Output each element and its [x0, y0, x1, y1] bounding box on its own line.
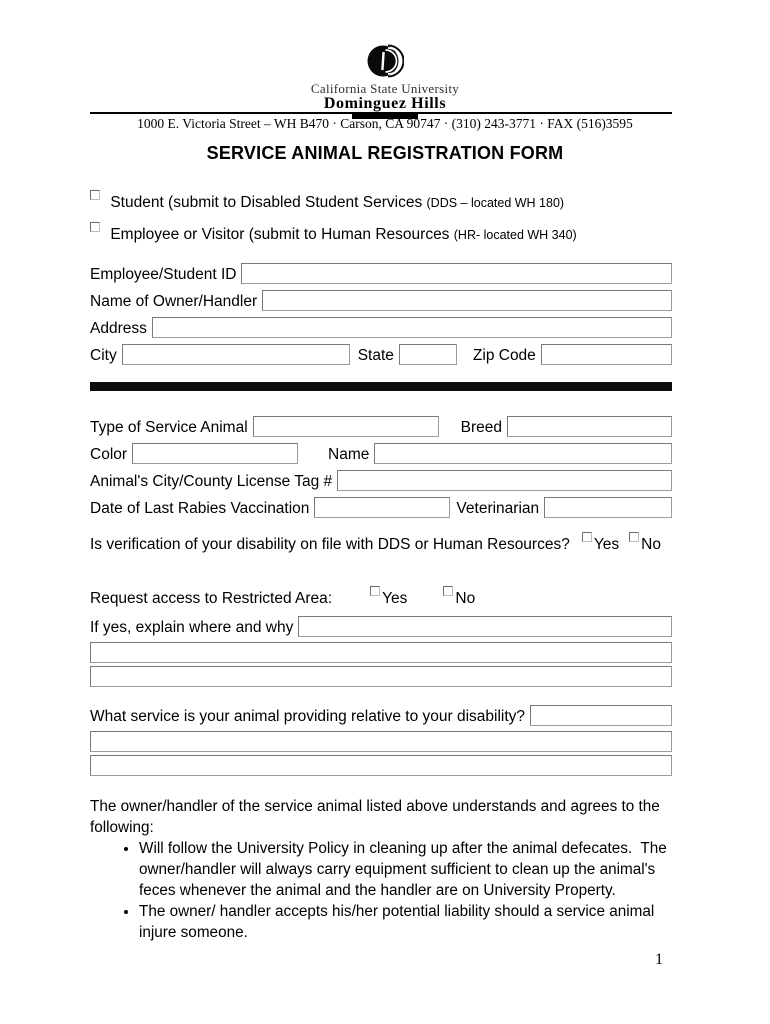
city-state-zip-row — [90, 343, 672, 365]
restricted-yes-checkbox[interactable] — [370, 586, 380, 596]
explain-line3-input[interactable] — [90, 666, 672, 687]
service-question-label: What service is your animal providing relative to your disability? — [90, 708, 526, 725]
student-checkbox[interactable] — [90, 190, 100, 200]
employee-option-note: (HR- located WH 340) — [453, 228, 577, 242]
section-divider-bar — [90, 382, 672, 391]
breed-input[interactable] — [507, 416, 672, 437]
verification-no-checkbox[interactable] — [629, 532, 639, 542]
page-number: 1 — [655, 951, 663, 968]
address-row — [90, 316, 672, 338]
license-row — [90, 469, 672, 491]
owner-name-row — [90, 289, 672, 311]
employee-option-label: Employee or Visitor (submit to Human Resources — [110, 226, 454, 243]
service-line2-input[interactable] — [90, 731, 672, 752]
employee-visitor-checkbox[interactable] — [90, 222, 100, 232]
employee-student-id-input[interactable] — [241, 263, 672, 284]
agreement-bullet-2: • The owner/ handler accepts his/her potential liability should a service animal injure someone. — [139, 901, 672, 943]
restricted-no-label: No — [455, 590, 476, 607]
form-body — [90, 190, 672, 943]
student-option-label: Student (submit to Disabled Student Services — [110, 194, 427, 211]
university-header — [0, 42, 770, 119]
verification-question-row — [90, 532, 672, 556]
agreement-intro: The owner/handler of the service animal listed above understands and agrees to the following: — [90, 798, 660, 836]
rabies-row — [90, 496, 672, 518]
rabies-label: Date of Last Rabies Vaccination — [90, 500, 310, 517]
agreement-section — [90, 796, 672, 943]
service-line3-input[interactable] — [90, 755, 672, 776]
student-option-note: (DDS – located WH 180) — [426, 196, 565, 210]
restricted-no-checkbox[interactable] — [443, 586, 453, 596]
city-input[interactable] — [122, 344, 350, 365]
header-divider-line — [90, 112, 672, 114]
explain-line2-input[interactable] — [90, 642, 672, 663]
animal-name-input[interactable] — [374, 443, 672, 464]
explain-row — [90, 615, 672, 637]
university-name: California State University — [310, 81, 460, 96]
explain-input[interactable] — [298, 616, 672, 637]
verification-yes-label: Yes — [593, 536, 620, 553]
employee-option-row — [90, 222, 672, 246]
animal-type-input[interactable] — [253, 416, 439, 437]
agreement-list — [90, 838, 672, 943]
service-input[interactable] — [530, 705, 672, 726]
agreement-bullet-1: • Will follow the University Policy in cleaning up after the animal defecates. The owner/handler will always carry equipment sufficient to clean up the animal's feces whenever the animal and the handler are on University Property. — [139, 838, 672, 901]
explain-label: If yes, explain where and why — [90, 619, 294, 636]
animal-name-label: Name — [328, 446, 370, 463]
animal-color-row — [90, 442, 672, 464]
zip-label: Zip Code — [472, 347, 536, 364]
restricted-question-label: Request access to Restricted Area: — [90, 590, 333, 607]
verification-question-label: Is verification of your disability on file with DDS or Human Resources? — [90, 536, 570, 553]
veterinarian-input[interactable] — [544, 497, 672, 518]
color-input[interactable] — [132, 443, 298, 464]
restricted-area-row — [90, 586, 672, 610]
student-option-row — [90, 190, 672, 214]
color-label: Color — [90, 446, 128, 463]
animal-type-label: Type of Service Animal — [90, 419, 248, 436]
zip-code-input[interactable] — [541, 344, 672, 365]
state-input[interactable] — [399, 344, 457, 365]
city-label: City — [90, 347, 117, 364]
employee-id-label: Employee/Student ID — [90, 266, 237, 283]
owner-name-label: Name of Owner/Handler — [90, 293, 258, 310]
page-title: SERVICE ANIMAL REGISTRATION FORM — [206, 143, 564, 163]
license-label: Animal's City/County License Tag # — [90, 473, 333, 490]
csudh-logo-icon — [366, 42, 404, 80]
license-tag-input[interactable] — [337, 470, 672, 491]
address-label: Address — [90, 320, 147, 337]
address-input[interactable] — [152, 317, 672, 338]
restricted-yes-label: Yes — [382, 590, 408, 607]
campus-address-line: 1000 E. Victoria Street – WH B470 · Carson, CA 90747 · (310) 243-3771 · FAX (516)3595 — [137, 116, 633, 131]
verification-yes-checkbox[interactable] — [582, 532, 592, 542]
veterinarian-label: Veterinarian — [456, 500, 540, 517]
owner-handler-name-input[interactable] — [262, 290, 672, 311]
animal-type-row — [90, 415, 672, 437]
verification-no-label: No — [641, 536, 661, 553]
employee-id-row — [90, 262, 672, 284]
campus-name: Dominguez Hills — [323, 95, 447, 112]
rabies-date-input[interactable] — [314, 497, 450, 518]
breed-label: Breed — [460, 419, 503, 436]
service-question-row — [90, 704, 672, 726]
state-label: State — [357, 347, 394, 364]
